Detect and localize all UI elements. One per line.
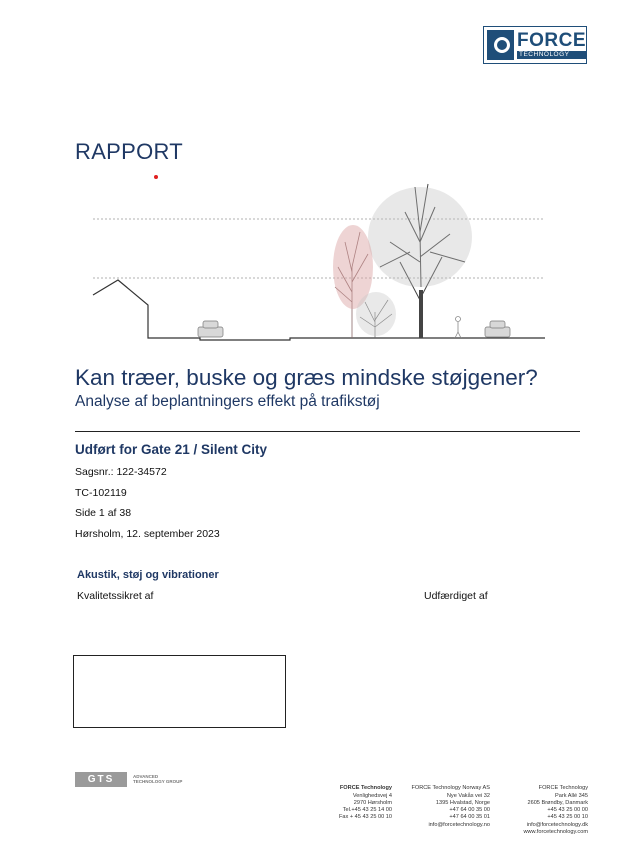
gts-subtitle: ADVANCED TECHNOLOGY GROUP xyxy=(133,774,183,785)
client-line: Udført for Gate 21 / Silent City xyxy=(75,442,268,457)
force-technology-logo xyxy=(483,26,587,64)
car-icon xyxy=(485,321,510,337)
signature-box xyxy=(73,655,286,728)
case-number: Sagsnr.: 122-34572 xyxy=(75,466,167,478)
footer-address-denmark-hq: FORCE Technology Venlighedsvej 4 2970 Hørsholm Tel.+45 43 25 14 00 Fax + 45 43 25 00 10 xyxy=(338,785,392,821)
ground-line xyxy=(165,338,545,340)
gts-logo: GTS xyxy=(75,772,127,787)
logo-subtitle: TECHNOLOGY xyxy=(517,51,586,60)
divider xyxy=(75,431,580,432)
department: Akustik, støj og vibrationer xyxy=(77,569,219,581)
issued-by-label: Udfærdiget af xyxy=(424,590,488,602)
report-heading: RAPPORT xyxy=(75,139,184,164)
pedestrian-icon xyxy=(455,317,461,339)
car-icon xyxy=(198,321,223,337)
logo-word: FORCE xyxy=(517,29,586,51)
house-outline xyxy=(93,280,165,338)
report-subtitle: Analyse af beplantningers effekt på trafikstøj xyxy=(75,393,380,410)
quality-assured-label: Kvalitetssikret af xyxy=(77,590,154,602)
large-tree-crown xyxy=(368,187,472,287)
street-cross-section-illustration xyxy=(90,172,550,347)
footer-address-norway: FORCE Technology Norway AS Nye Vakås vei 32 1395 Hvalstad, Norge +47 64 00 35 00 +47 64 00 35 01 info@forcetechnology.no xyxy=(411,785,490,828)
report-title: Kan træer, buske og græs mindske støjgener? xyxy=(75,365,538,390)
page-count: Side 1 af 38 xyxy=(75,507,132,519)
force-logo-mark-icon xyxy=(487,30,514,60)
tc-number: TC-102119 xyxy=(75,487,127,499)
footer-address-brondby: FORCE Technology Park Allé 345 2605 Brøndby, Danmark +45 43 25 00 00 +45 43 25 00 10 info@forcetechnology.dk www.forcetechnology.com xyxy=(523,785,588,836)
shrub-crown xyxy=(356,292,396,336)
place-date: Hørsholm, 12. september 2023 xyxy=(75,528,220,540)
